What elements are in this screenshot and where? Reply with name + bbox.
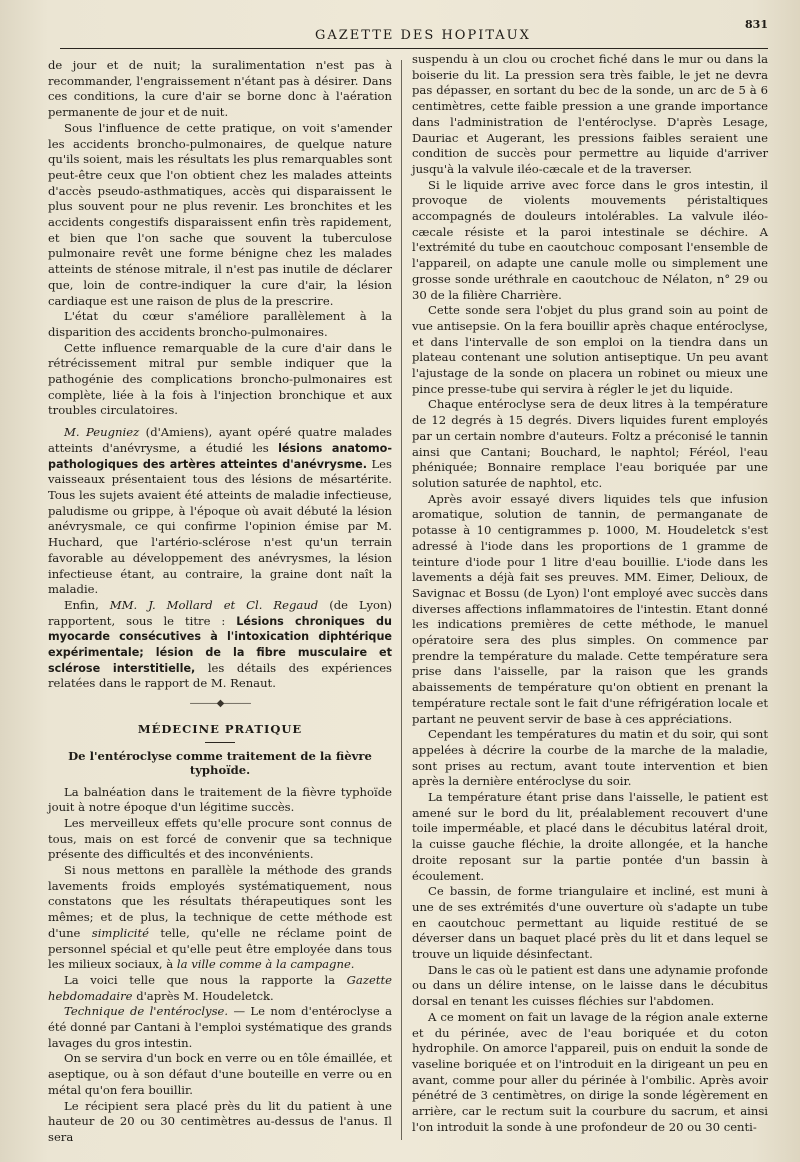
right-column (412, 52, 768, 1152)
paragraph: A ce moment on fait un lavage de la région anale externe et du périnée, avec de l'eau boriquée et du coton hydrophile. On amorce l'appareil, puis on enduit la sonde de vaseline boriquée et on l'introduit en la dirigeant un peu en avant, comme pour aller du périnée à l'ombilic. Après avoir pénétré de 3 centimètres, on dirige la sonde légèrement en arrière, car le rectum suit la courbure du sacrum, et ainsi l'on introduit la sonde à une profondeur de 20 ou 30 centi- (412, 1009, 768, 1134)
header-rule (60, 48, 768, 49)
author-name: M. Peugniez (64, 425, 140, 440)
paragraph: suspendu à un clou ou crochet fiché dans le mur ou dans la boiserie du lit. La pression sera très faible, le jet ne devra pas dépasser, en sortant du bec de la sonde, un arc de 5 à 6 centimètres, cette faible pression a une grande importance dans l'administration de l'entéroclyse. D'après Lesage, Dauriac et Augerant, les pressions faibles seraient une condition de succès pour permettre au liquide d'arriver jusqu'à la valvule iléo-cæcale et de la traverser. (412, 52, 768, 176)
paragraph: Cependant les températures du matin et du soir, qui sont appelées à décrire la courbe de la marche de la maladie, sont prises au rectum, avant toute intervention et bien après la dernière entéroclyse du soir. (412, 727, 768, 789)
paragraph: Le récipient sera placé près du lit du patient à une hauteur de 20 ou 30 centimètres au-dessus de l'anus. Il sera (48, 1098, 392, 1144)
paragraph: Ce bassin, de forme triangulaire et incliné, est muni à une de ses extrémités d'une ouverture où s'adapte un tube en caoutchouc permettant au liquide restitué de se déverser dans un baquet placé près du lit et dans lequel se trouve un liquide désinfectant. (412, 884, 768, 962)
left-column (48, 58, 392, 1148)
paragraph: L'état du cœur s'améliore parallèlement à la disparition des accidents broncho-pulmonaires. (48, 309, 392, 339)
paragraph: Cette sonde sera l'objet du plus grand soin au point de vue antisepsie. On la fera bouillir après chaque entéroclyse, et dans l'intervalle de son emploi on la tiendra dans un plateau contenant une solution antiseptique. Un peu avant l'ajustage de la sonde on placera un robinet ou mieux une pince presse-tube qui servira à régler le jet du liquide. (412, 303, 768, 396)
paragraph: La température étant prise dans l'aisselle, le patient est amené sur le bord du lit, préalablement recouvert d'une toile imperméable, et placé dans le décubitus latéral droit, la cuisse gauche fléchie, la droite allongée, et la hanche droite reposant sur la partie pontée d'un bassin à écoulement. (412, 790, 768, 883)
journal-title: GAZETTE DES HOPITAUX (315, 28, 531, 43)
paragraph: Chaque entéroclyse sera de deux litres à la température de 12 degrés à 15 degrés. Divers liquides furent employés par un certain nombre d'auteurs. Foltz a préconisé le tannin ainsi que Cantani; Bouchard, le naphtol; Féréol, l'eau phéniquée; Bonnaire remplace l'eau boriquée par une solution saturée de naphtol, etc. (412, 397, 768, 490)
paragraph: Technique de l'entéroclyse. — Le nom d'entéroclyse a été donné par Cantani à l'emploi systématique des grands lavages du gros intestin. (48, 1004, 392, 1050)
page-number: 831 (745, 18, 768, 31)
paragraph: Cette influence remarquable de la cure d'air dans le rétrécissement mitral pur semble indiquer que la pathogénie des complications broncho-pulmonaires est complète, liée à la fois à l'injection bronchique et aux troubles circulatoires. (48, 340, 392, 418)
paragraph: La balnéation dans le traitement de la fièvre typhoïde jouit à notre époque d'un légitime succès. (48, 784, 392, 815)
bold-topic: Lésions chroniques du myocarde consécutives à l'intoxication diphtérique expérimentale; lésion de la fibre musculaire et sclérose interstitielle, (48, 614, 392, 675)
paragraph: de jour et de nuit; la suralimentation n'est pas à recommander, l'engraissement n'étant pas à désirer. Dans ces conditions, la cure d'air se borne donc à l'aération permanente de jour et de nuit. (48, 58, 392, 120)
paragraph: Si nous mettons en parallèle la méthode des grands lavements froids employés systématiquement, nous constatons que les résultats thérapeutiques sont les mêmes; et de plus, la technique de cette méthode est d'une simplicité telle, qu'elle ne réclame point de personnel spécial et qu'elle peut être employée dans tous les milieux sociaux, à la ville comme à la campagne. (48, 863, 393, 972)
paragraph: M. Peugniez (d'Amiens), ayant opéré quatre malades atteints d'anévrysme, a étudié les lésions anatomo-pathologiques des artères atteintes d'anévrysme. Les vaisseaux présentaient tous des lésions de mésartérite. Tous les sujets avaient été atteints de maladie infectieuse, paludisme ou grippe, à l'époque où avait débuté la lésion anévrysmale, ce qui confirme l'opinion émise par M. Huchard, que l'artério-sclérose n'est qu'un terrain favorable au développement des anévrysmes, la lésion infectieuse étant, au contraire, la graine dont naît la maladie. (48, 425, 393, 597)
paragraph: Les merveilleux effets qu'elle procure sont connus de tous, mais on est forcé de convenir que sa technique présente des difficultés et des inconvénients. (48, 815, 392, 862)
paragraph: Si le liquide arrive avec force dans le gros intestin, il provoque de violents mouvements péristaltiques accompagnés de douleurs intolérables. La valvule iléo-cæcale résiste et la paroi intestinale se déchire. A l'extrémité du tube en caoutchouc composant l'ensemble de l'appareil, on adapte une canule molle ou simplement une grosse sonde uréthrale en caoutchouc de Nélaton, n° 29 ou 30 de la filière Charrière. (412, 177, 768, 302)
paragraph: Dans le cas où le patient est dans une adynamie profonde ou dans un délire intense, on le laisse dans le décubitus dorsal en tenant les cuisses fléchies sur l'abdomen. (412, 962, 768, 1009)
page-header (60, 14, 768, 48)
bold-topic: lésions anatomo-pathologiques des artères atteintes d'anévrysme. (48, 441, 392, 471)
column-divider (401, 60, 402, 1140)
paragraph: Sous l'influence de cette pratique, on voit s'amender les accidents broncho-pulmonaires, de quelque nature qu'ils soient, mais les résultats les plus remarquables sont peut-être ceux que l'on obtient chez les malades atteints d'accès pseudo-asthmatiques, accès qui disparaissent le plus souvent pour ne plus revenir. Les bronchites et les accidents congestifs disparaissent enfin très rapidement, et bien que l'on sache que souvent la tuberculose pulmonaire revêt une forme bénigne chez les malades atteints de sténose mitrale, il n'est pas inutile de déclarer que, loin de contre-indiquer la cure d'air, la lésion cardiaque est une raison de plus de la prescrire. (48, 120, 392, 308)
subsection-heading: Technique de l'entéroclyse. (64, 1004, 229, 1019)
author-name: MM. J. Mollard et Cl. Regaud (109, 597, 319, 612)
short-rule (205, 742, 235, 743)
paragraph: Enfin, MM. J. Mollard et Cl. Regaud (de Lyon) rapportent, sous le titre : Lésions chroniques du myocarde consécutives à l'intoxication diphtérique expérimentale; lésion de la fibre musculaire et sclérose interstitielle, les détails des expériences relatées dans le rapport de M. Renaut. (48, 597, 392, 691)
paragraph: La voici telle que nous la rapporte la Gazette hebdomadaire d'après M. Houdeletck. (48, 972, 392, 1003)
journal-reference: Gazette hebdomadaire (48, 972, 392, 1003)
article-title: De l'entéroclyse comme traitement de la fièvre typhoïde. (68, 748, 372, 777)
paragraph: On se servira d'un bock en verre ou en tôle émaillée, et aseptique, ou à son défaut d'une bouteille en verre ou en métal qu'on fera bouillir. (48, 1051, 392, 1097)
ornament-divider: ———◆——— (189, 698, 251, 710)
paragraph: Après avoir essayé divers liquides tels que infusion aromatique, solution de tannin, de permanganate de potasse à 10 centigrammes p. 1000, M. Houdeletck s'est adressé à l'iode dans les proportions de 1 gramme de teinture d'iode pour 1 litre d'eau bouillie. L'iode dans les lavements a déjà fait ses preuves. MM. Eimer, Delioux, de Savignac et Bossu (de Lyon) l'ont employé avec succès dans diverses affections inflammatoires de l'intestin. Etant donné les indications premières de cette méthode, le manuel opératoire sera des plus simples. On commence par prendre la température du malade. Cette température sera prise dans l'aisselle, par la raison que les grands abaissements de température qu'on obtient en prenant la température rectale sont le fait d'une réfrigération locale et partant ne peuvent servir de base à ces appréciations. (412, 491, 768, 726)
section-title: MÉDECINE PRATIQUE (137, 721, 303, 736)
